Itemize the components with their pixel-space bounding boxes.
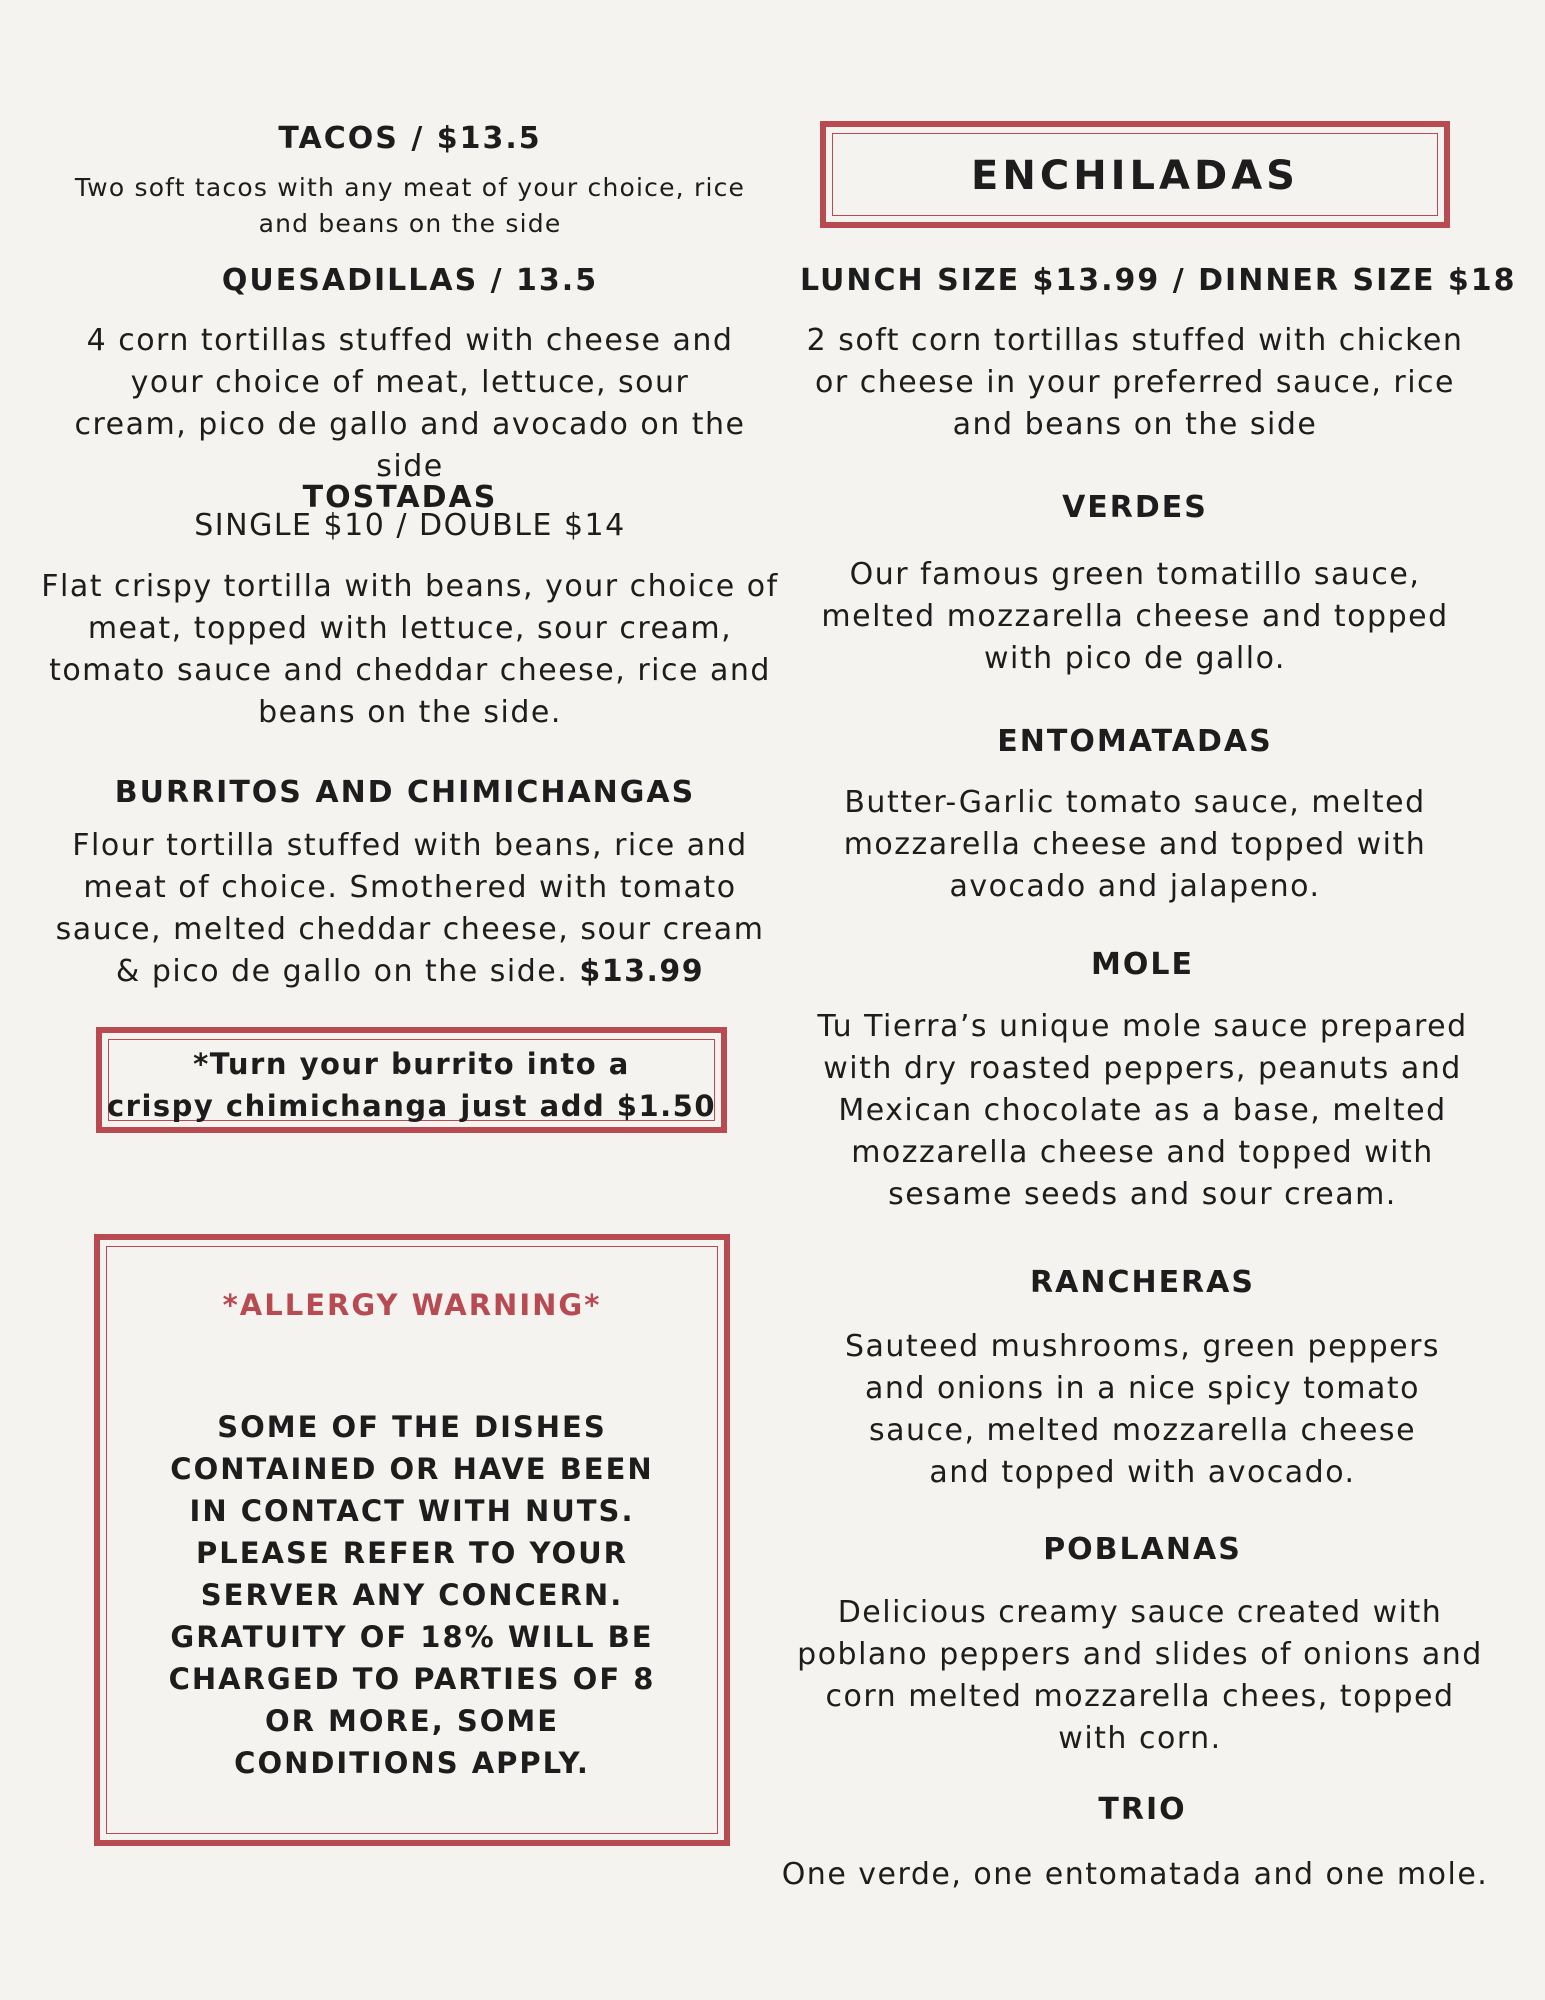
- burritos-description: [40, 825, 780, 993]
- chimichanga-note-frame: [96, 1027, 727, 1133]
- trio-title: TRIO: [1098, 1792, 1187, 1827]
- quesadillas-title: QUESADILLAS / 13.5: [221, 263, 599, 298]
- quesadillas-description: 4 corn tortillas stuffed with cheese and your choice of meat, lettuce, sour cream, pico de gallo and avocado on the side: [74, 323, 746, 484]
- entomatadas-description: Butter-Garlic tomato sauce, melted mozzarella cheese and topped with avocado and jalapeno.: [843, 785, 1427, 904]
- verdes-title: VERDES: [1062, 490, 1208, 525]
- poblanas-description: Delicious creamy sauce created with poblano peppers and slides of onions and corn melted mozzarella chees, topped with corn.: [797, 1595, 1483, 1756]
- allergy-warning-heading: *ALLERGY WARNING*: [222, 1288, 602, 1322]
- verdes-description: Our famous green tomatillo sauce, melted mozzarella cheese and topped with pico de gallo.: [821, 557, 1449, 676]
- enchiladas-sizes: LUNCH SIZE $13.99 / DINNER SIZE $18: [800, 263, 1517, 298]
- tacos-title: TACOS / $13.5: [278, 121, 542, 156]
- burritos-description-text: Flour tortilla stuffed with beans, rice and meat of choice. Smothered with tomato sauce, melted cheddar cheese, sour cream & pico de gallo on the side.: [55, 828, 765, 989]
- burritos-price: $13.99: [579, 954, 705, 989]
- allergy-nuts-notice: SOME OF THE DISHES CONTAINED OR HAVE BEEN IN CONTACT WITH NUTS. PLEASE REFER TO YOUR SERVER ANY CONCERN.: [170, 1410, 654, 1612]
- chimichanga-note-line2: crispy chimichanga just add $1.50: [106, 1089, 717, 1123]
- chimichanga-note-line1: *Turn your burrito into a: [193, 1047, 630, 1081]
- trio-description: One verde, one entomatada and one mole.: [781, 1857, 1489, 1892]
- tostadas-description: Flat crispy tortilla with beans, your choice of meat, topped with lettuce, sour cream, tomato sauce and cheddar cheese, rice and beans on the side.: [41, 569, 779, 730]
- entomatadas-title: ENTOMATADAS: [997, 724, 1273, 759]
- chimichanga-note-text: [102, 1043, 721, 1127]
- burritos-title: BURRITOS AND CHIMICHANGAS: [114, 775, 696, 810]
- enchiladas-section-title: ENCHILADAS: [971, 153, 1299, 199]
- mole-description: Tu Tierra’s unique mole sauce prepared with dry roasted peppers, peanuts and Mexican chocolate as a base, melted mozzarella cheese and topped with sesame seeds and sour cream.: [817, 1009, 1468, 1212]
- mole-title: MOLE: [1091, 947, 1194, 982]
- enchiladas-title-frame: [820, 121, 1450, 228]
- tostadas-title: TOSTADAS: [302, 480, 498, 515]
- allergy-warning-frame: [94, 1234, 730, 1846]
- tacos-description: Two soft tacos with any meat of your choice, rice and beans on the side: [74, 173, 746, 238]
- poblanas-title: POBLANAS: [1043, 1532, 1242, 1567]
- gratuity-notice: GRATUITY OF 18% WILL BE CHARGED TO PARTIES OF 8 OR MORE, SOME CONDITIONS APPLY.: [168, 1620, 656, 1780]
- rancheras-description: Sauteed mushrooms, green peppers and onions in a nice spicy tomato sauce, melted mozzarella cheese and topped with avocado.: [844, 1329, 1441, 1490]
- tostadas-subtitle: SINGLE $10 / DOUBLE $14: [194, 508, 626, 543]
- rancheras-title: RANCHERAS: [1030, 1265, 1255, 1300]
- enchiladas-intro: 2 soft corn tortillas stuffed with chicken or cheese in your preferred sauce, rice and beans on the side: [806, 323, 1464, 442]
- allergy-warning-body: [150, 1406, 674, 1784]
